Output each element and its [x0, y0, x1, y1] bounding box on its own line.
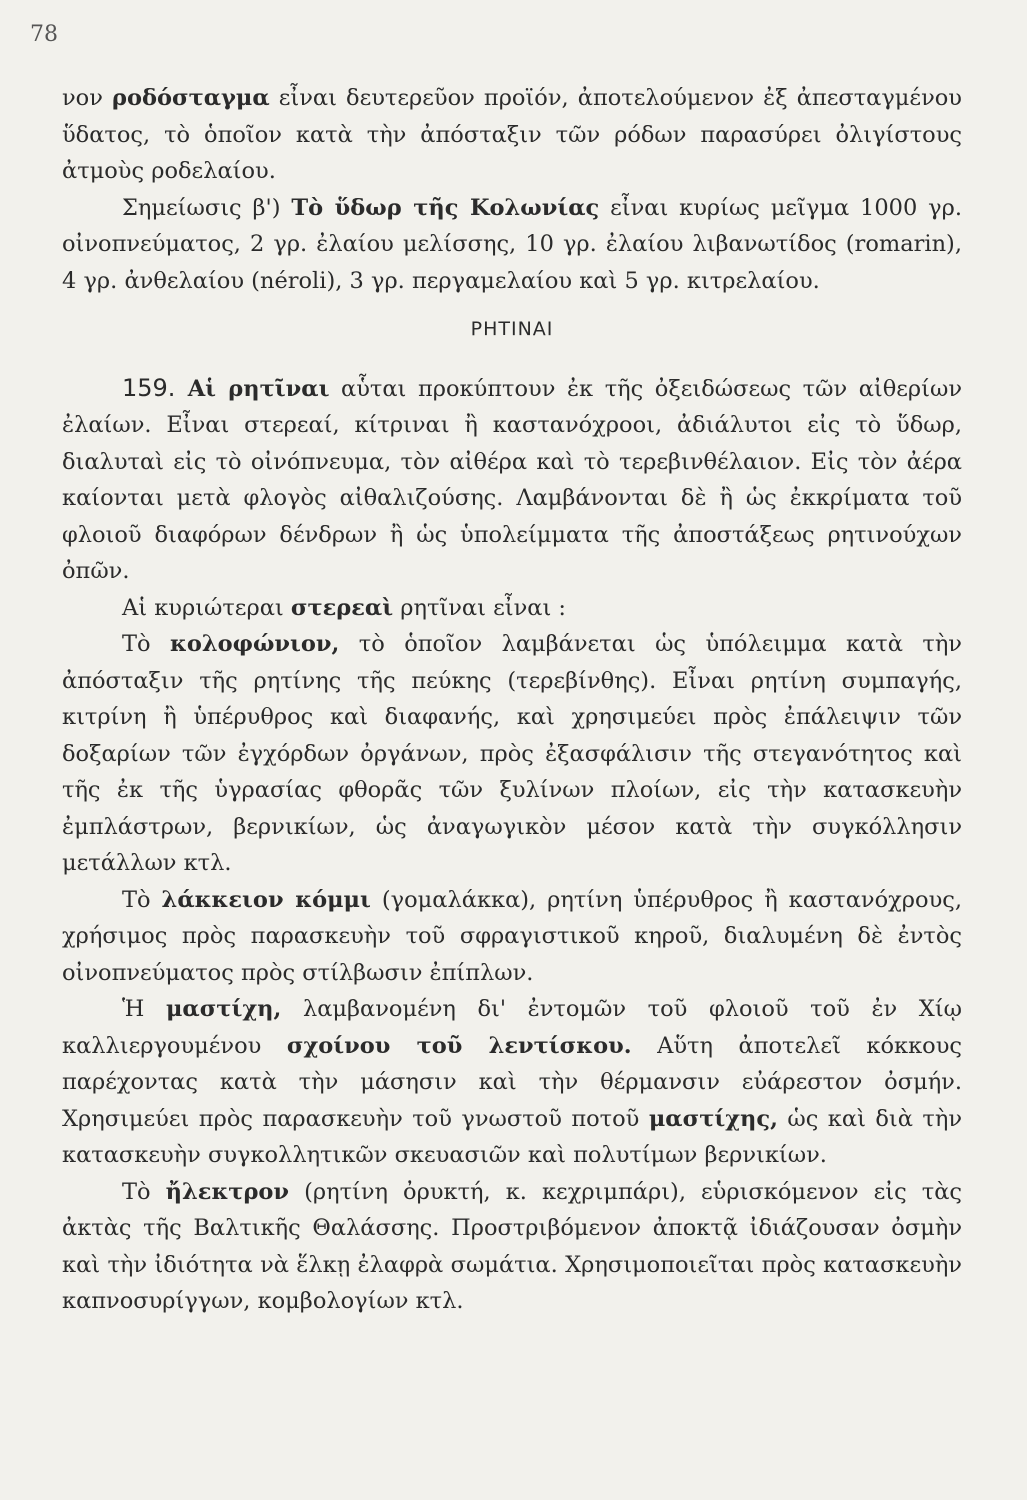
- paragraph-mastic: Ἡ μαστίχη, λαμβανομένη δι' ἐντομῶν τοῦ φλοιοῦ τοῦ ἐν Χίῳ καλλιεργουμένου σχοίνου τοῦ λεντίσκου. Αὕτη ἀποτελεῖ κόκκους παρέχοντας κατὰ τὴν μάσησιν καὶ τὴν θέρμανσιν εὐάρεστον ὀσμήν. Χρησιμεύει πρὸς παρασκευὴν τοῦ γνωστοῦ ποτοῦ μαστίχης, ὡς καὶ διὰ τὴν κατασκευὴν συγκολλητικῶν σκευασιῶν καὶ πολυτίμων βερνικίων.: [62, 996, 962, 1168]
- term-resins: Αἱ ρητῖναι: [175, 375, 330, 402]
- term-cologne-water: Τὸ ὕδωρ τῆς Κολωνίας: [291, 194, 600, 221]
- term-solid: στερεαὶ: [290, 594, 394, 621]
- term-mastic: μαστίχη,: [165, 996, 282, 1022]
- section-heading: ΡΗΤΙΝΑΙ: [470, 318, 554, 340]
- term-colophony: κολοφώνιον,: [169, 631, 340, 657]
- term-shellac: λάκκειον κόμμι: [161, 886, 371, 913]
- paragraph-colophony: Τὸ κολοφώνιον, τὸ ὁποῖον λαμβάνεται ὡς ὑπόλειμμα κατὰ τὴν ἀπόσταξιν τῆς ρητίνης τῆς πεύκης (τερεβίνθης). Εἶναι ρητίνη συμπαγής, κιτρίνη ἢ ὑπέρυθρος καὶ διαφανής, καὶ χρησιμεύει πρὸς ἐπάλειψιν τῶν δοξαρίων τῶν ἐγχόρδων ὀργάνων, πρὸς ἐξασφάλισιν τῆς στεγανότητος καὶ τῆς ἐκ τῆς ὑγρασίας φθορᾶς τῶν ξυλίνων πλοίων, εἰς τὴν κατασκευὴν ἐμπλάστρων, βερνικίων, ὡς ἀναγωγικὸν μέσον κατὰ τὴν συγκόλλησιν μετάλλων κτλ.: [62, 631, 962, 876]
- paragraph-shellac: Τὸ λάκκειον κόμμι (γομαλάκκα), ρητίνη ὑπέρυθρος ἢ καστανόχρους, χρήσιμος πρὸς παρασκευὴν τοῦ σφραγιστικοῦ κηροῦ, διαλυμένη δὲ ἐντὸς οἰνοπνεύματος πρὸς στίλβωσιν ἐπίπλων.: [62, 886, 962, 986]
- page-number: 78: [30, 22, 58, 47]
- page-body: [62, 80, 962, 1320]
- term-lentisk: σχοίνου τοῦ λεντίσκου.: [286, 1032, 632, 1059]
- paragraph-main-resins: Αἱ κυριώτεραι στερεαὶ ρητῖναι εἶναι :: [122, 594, 567, 621]
- paragraph-rose-water: νον ροδόσταγμα εἶναι δευτερεῦον προϊόν, ἀποτελούμενον ἐξ ἀπεσταγμένου ὕδατος, τὸ ὁποῖον κατὰ τὴν ἀπόσταξιν τῶν ρόδων παρασύρει ὀλιγίστους ἀτμοὺς ροδελαίου.: [62, 85, 962, 184]
- paragraph-note-cologne: Σημείωσις β') Τὸ ὕδωρ τῆς Κολωνίας εἶναι κυρίως μεῖγμα 1000 γρ. οἰνοπνεύματος, 2 γρ. ἐλαίου μελίσσης, 10 γρ. ἐλαίου λιβανωτίδος (romarin), 4 γρ. ἀνθελαίου (néroli), 3 γρ. περγαμελαίου καὶ 5 γρ. κιτρελαίου.: [62, 194, 962, 294]
- section-number: 159.: [122, 373, 176, 402]
- note-label: Σημείωσις β'): [122, 194, 292, 221]
- term-amber: ἤλεκτρον: [165, 1178, 290, 1205]
- term-rodostagma: ροδόσταγμα: [112, 85, 270, 111]
- paragraph-resins: 159. Αἱ ρητῖναι αὗται προκύπτουν ἐκ τῆς ὀξειδώσεως τῶν αἰθερίων ἐλαίων. Εἶναι στερεαί, κίτριναι ἢ καστανόχροοι, ἀδιάλυτοι εἰς τὸ ὕδωρ, διαλυταὶ εἰς τὸ οἰνόπνευμα, τὸν αἰθέρα καὶ τὸ τερεβινθέλαιον. Εἰς τὸν ἀέρα καίονται μετὰ φλογὸς αἰθαλιζούσης. Λαμβάνονται δὲ ἢ ὡς ἐκκρίματα τοῦ φλοιοῦ διαφόρων δένδρων ἢ ὡς ὑπολείμματα τῆς ἀποστάξεως ρητινούχων ὀπῶν.: [62, 373, 962, 584]
- paragraph-amber: Τὸ ἤλεκτρον (ρητίνη ὀρυκτή, κ. κεχριμπάρι), εὑρισκόμενον εἰς τὰς ἀκτὰς τῆς Βαλτικῆς Θαλάσσης. Προστριβόμενον ἀποκτᾷ ἰδιάζουσαν ὀσμὴν καὶ τὴν ἰδιότητα νὰ ἕλκῃ ἐλαφρὰ σωμάτια. Χρησιμοποιεῖται πρὸς κατασκευὴν καπνοσυρίγγων, κομβολογίων κτλ.: [62, 1178, 962, 1314]
- term-mastic-drink: μαστίχης,: [648, 1105, 778, 1132]
